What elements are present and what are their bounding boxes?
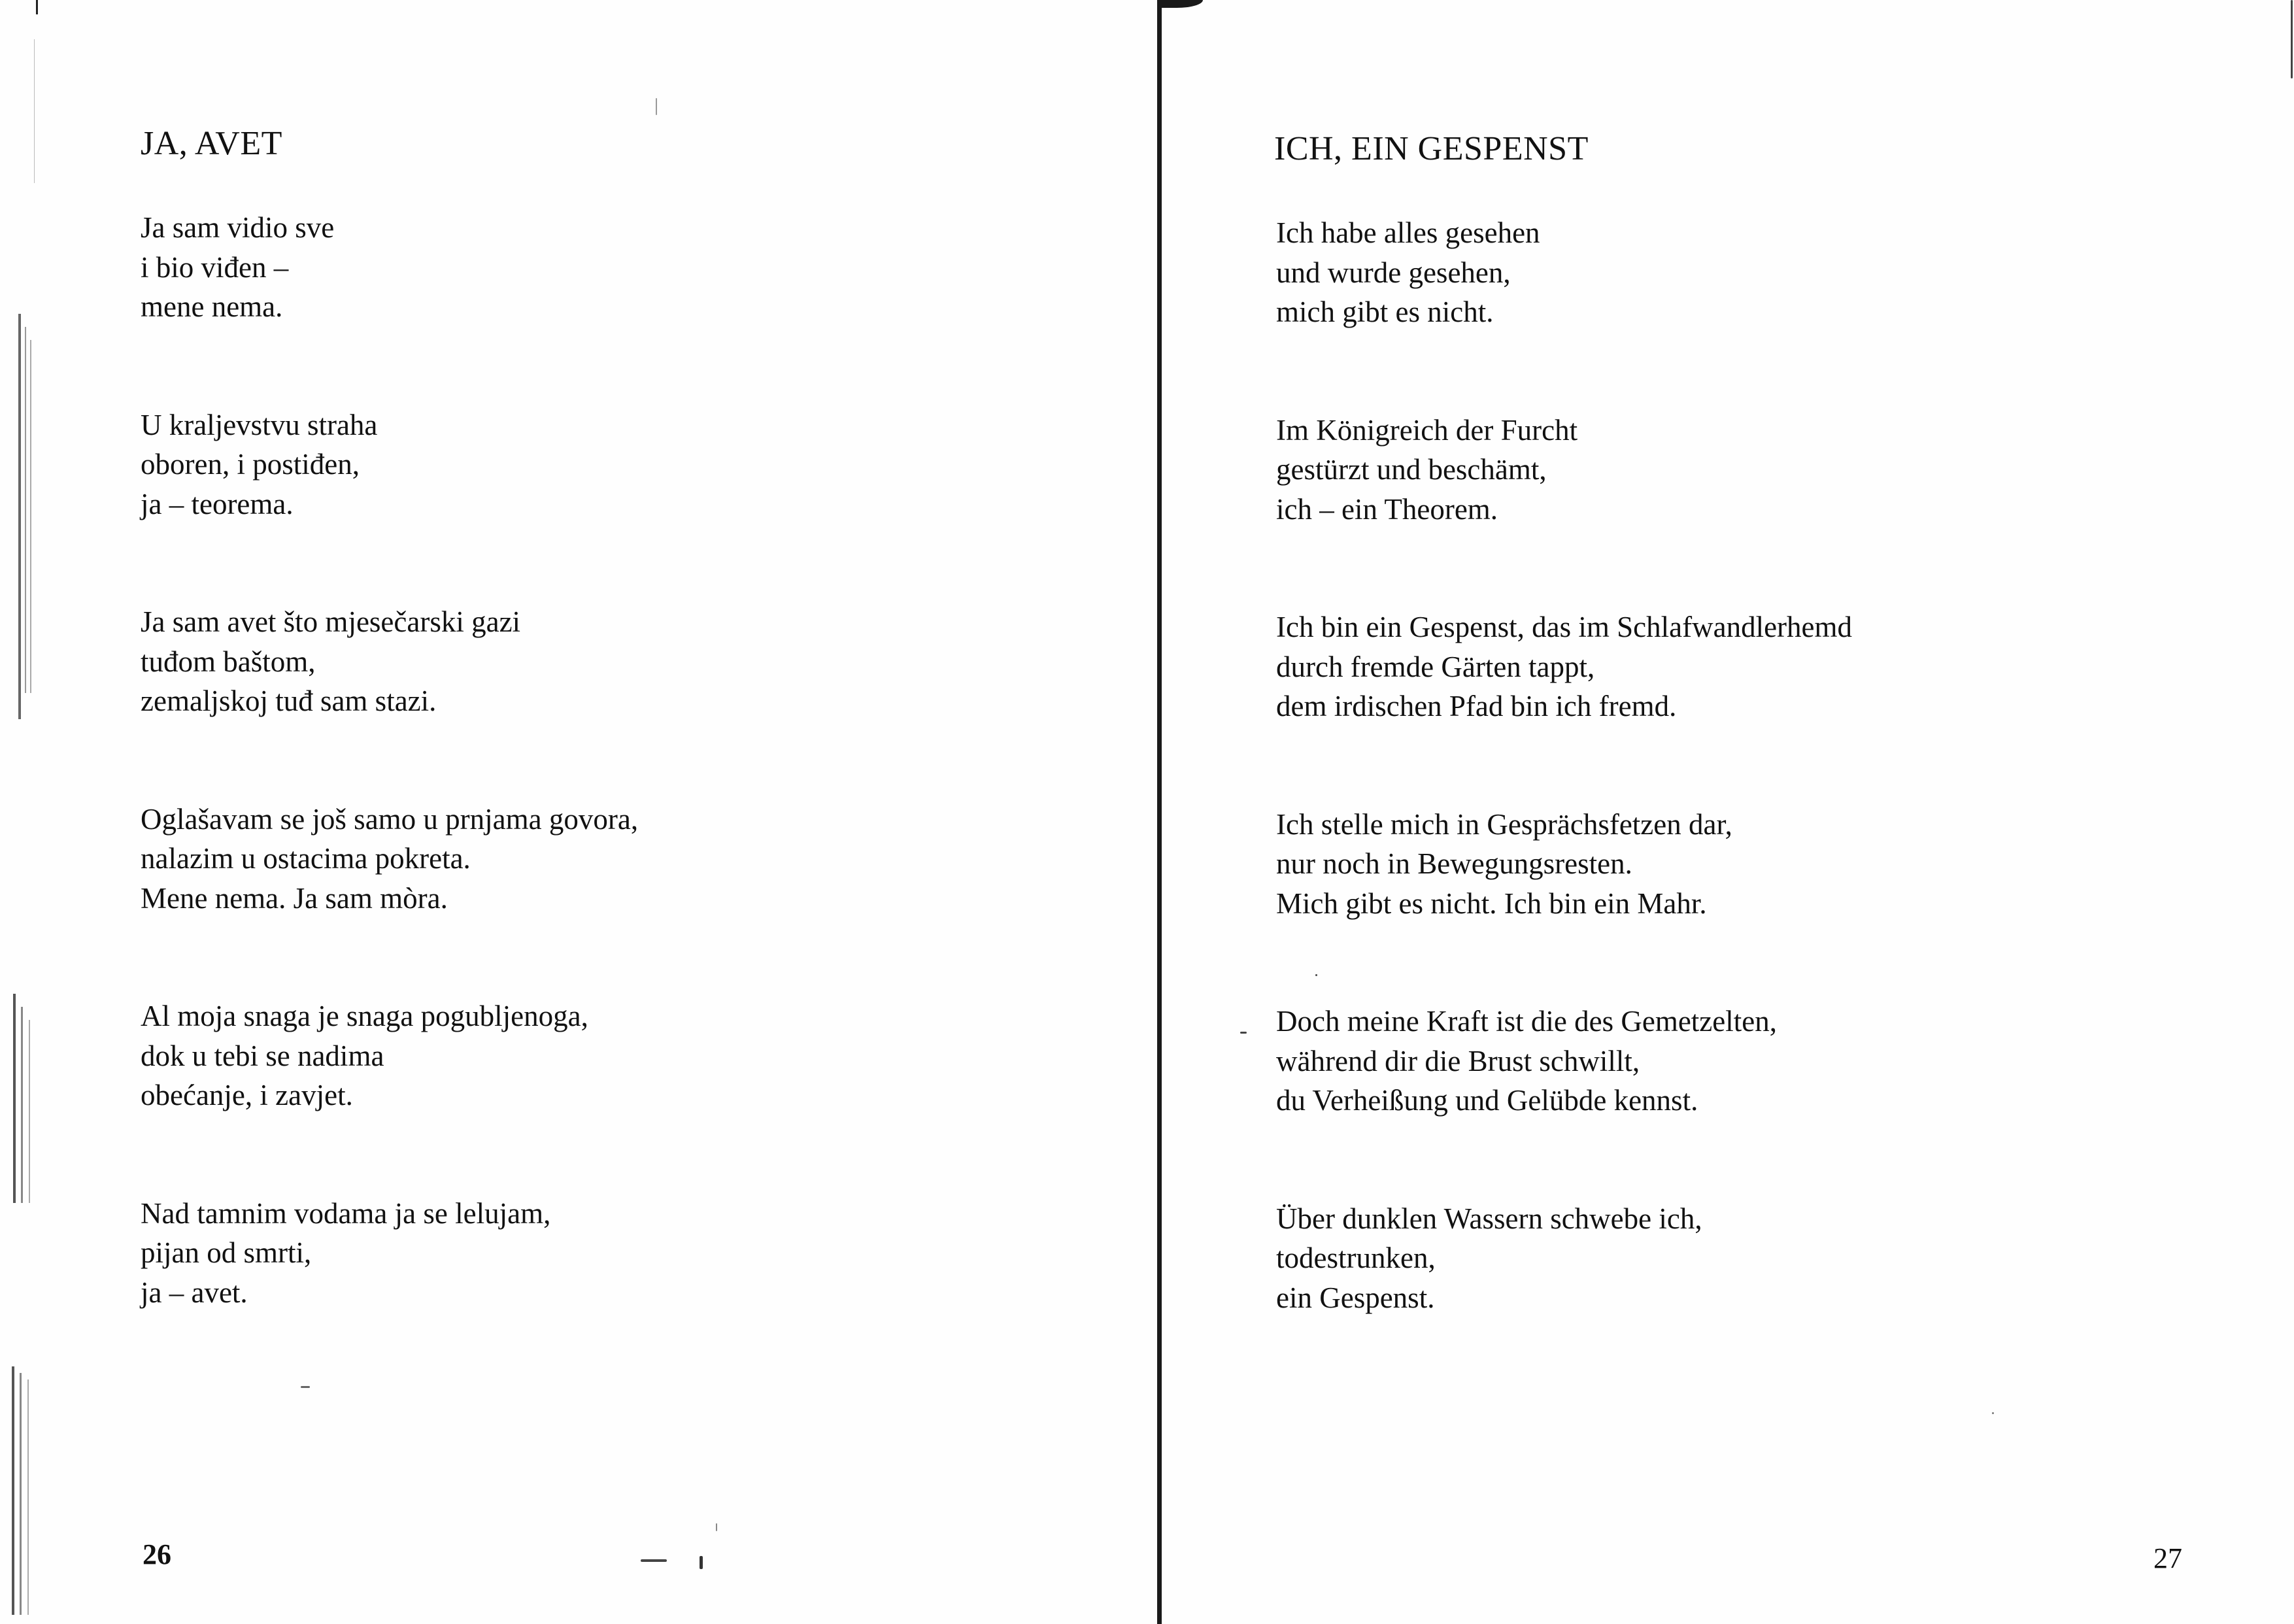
poem-line: nalazim u ostacima pokreta. bbox=[141, 842, 471, 875]
scan-speck bbox=[1240, 1032, 1247, 1034]
stanza bbox=[141, 1194, 638, 1313]
scan-speck bbox=[1992, 1412, 1994, 1414]
poem-body-right bbox=[1276, 213, 1852, 1396]
poem-line: ja – avet. bbox=[141, 1276, 248, 1309]
poem-line: U kraljevstvu straha bbox=[141, 408, 378, 441]
scan-speck bbox=[700, 1556, 703, 1569]
scan-speck bbox=[656, 98, 657, 115]
poem-line: Mich gibt es nicht. Ich bin ein Mahr. bbox=[1276, 887, 1707, 920]
poem-line: Über dunklen Wassern schwebe ich, bbox=[1276, 1202, 1702, 1235]
poem-line: während dir die Brust schwillt, bbox=[1276, 1044, 1640, 1077]
stanza bbox=[1276, 213, 1852, 332]
poem-line: nur noch in Bewegungsresten. bbox=[1276, 847, 1632, 880]
scan-speck bbox=[1315, 974, 1317, 976]
poem-line: Ich bin ein Gespenst, das im Schlafwandlerhemd bbox=[1276, 611, 1853, 643]
poem-line: pijan od smrti, bbox=[141, 1236, 312, 1269]
poem-line: ein Gespenst. bbox=[1276, 1281, 1435, 1314]
poem-line: Ja sam vidio sve bbox=[141, 211, 335, 244]
scan-speck bbox=[2291, 0, 2293, 78]
page-number-right: 27 bbox=[2153, 1542, 2182, 1574]
stanza bbox=[141, 405, 638, 524]
poem-line: durch fremde Gärten tappt, bbox=[1276, 650, 1595, 683]
poem-line: du Verheißung und Gelübde kennst. bbox=[1276, 1084, 1698, 1117]
stanza bbox=[141, 602, 638, 721]
right-page bbox=[1162, 0, 2294, 1624]
scan-speck bbox=[301, 1386, 310, 1388]
poem-title-left: JA, AVET bbox=[141, 125, 282, 162]
stanza bbox=[141, 996, 638, 1115]
poem-line: dok u tebi se nadima bbox=[141, 1039, 384, 1072]
poem-line: Ich habe alles gesehen bbox=[1276, 216, 1540, 249]
poem-line: Oglašavam se još samo u prnjama govora, bbox=[141, 802, 639, 836]
poem-line: i bio viđen – bbox=[141, 250, 289, 284]
poem-line: tuđom baštom, bbox=[141, 645, 316, 678]
poem-line: gestürzt und beschämt, bbox=[1276, 453, 1547, 486]
stanza bbox=[141, 208, 638, 327]
scan-speck bbox=[641, 1559, 667, 1562]
poem-line: Ja sam avet što mjesečarski gazi bbox=[141, 605, 521, 638]
poem-line: todestrunken, bbox=[1276, 1242, 1436, 1274]
poem-line: ich – ein Theorem. bbox=[1276, 492, 1498, 526]
stanza bbox=[1276, 1199, 1852, 1318]
book-gutter bbox=[1157, 0, 1162, 1624]
poem-line: Ich stelle mich in Gesprächsfetzen dar, bbox=[1276, 807, 1732, 841]
poem-line: Doch meine Kraft ist die des Gemetzelten, bbox=[1276, 1005, 1777, 1038]
scan-speck bbox=[716, 1523, 717, 1531]
poem-line: Al moja snaga je snaga pogubljenoga, bbox=[141, 1000, 588, 1032]
poem-line: ja – teorema. bbox=[141, 487, 294, 520]
poem-line: Im Königreich der Furcht bbox=[1276, 413, 1578, 447]
poem-line: Nad tamnim vodama ja se lelujam, bbox=[141, 1196, 551, 1230]
stanza bbox=[1276, 607, 1852, 726]
stanza bbox=[141, 800, 638, 919]
poem-line: mich gibt es nicht. bbox=[1276, 296, 1494, 328]
poem-title-right: ICH, EIN GESPENST bbox=[1274, 130, 1589, 167]
stanza bbox=[1276, 805, 1852, 924]
page-number-left: 26 bbox=[143, 1538, 171, 1570]
stanza bbox=[1276, 1002, 1852, 1121]
poem-line: mene nema. bbox=[141, 290, 283, 323]
poem-line: obećanje, i zavjet. bbox=[141, 1079, 353, 1111]
stanza bbox=[1276, 411, 1852, 530]
poem-body-left bbox=[141, 208, 638, 1391]
poem-line: und wurde gesehen, bbox=[1276, 256, 1511, 289]
poem-line: zemaljskoj tuđ sam stazi. bbox=[141, 685, 437, 717]
poem-line: dem irdischen Pfad bin ich fremd. bbox=[1276, 690, 1677, 722]
poem-line: Mene nema. Ja sam mòra. bbox=[141, 881, 448, 915]
poem-line: oboren, i postiđen, bbox=[141, 448, 360, 481]
